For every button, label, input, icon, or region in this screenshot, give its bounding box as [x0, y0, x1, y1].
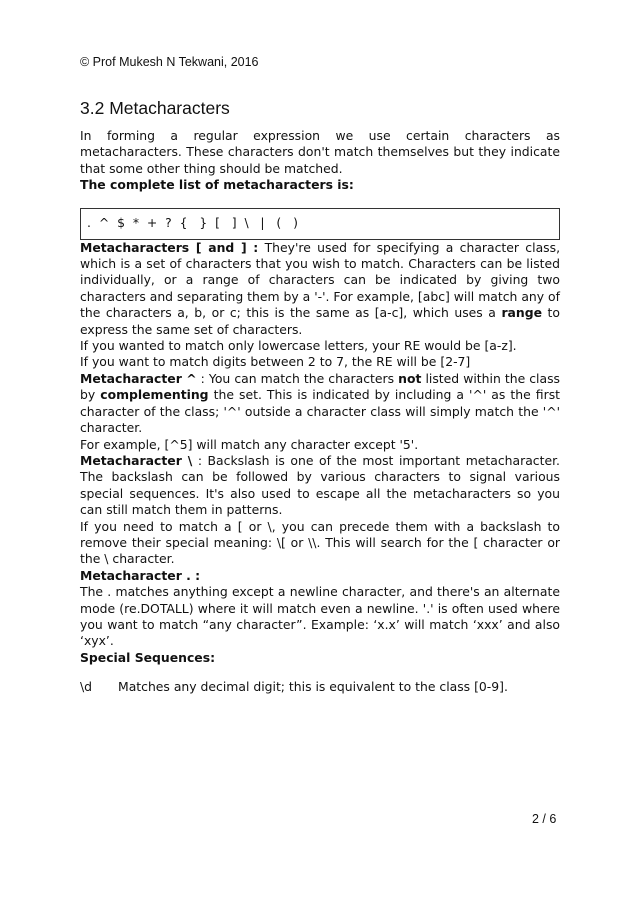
sequence-code: \d: [80, 679, 93, 695]
list-heading: The complete list of metacharacters is:: [80, 177, 354, 193]
dot-paragraph: The . matches anything except a newline character, and there's an alternate mode (re.DOTALL) where it will match even a newline. '.' is often used where you want to match “any character”. Example: ‘x.x’ will match ‘xxx’ and also ‘xyx’.: [80, 584, 560, 649]
page-header: © Prof Mukesh N Tekwani, 2016: [80, 55, 259, 69]
intro-paragraph: In forming a regular expression we use certain characters as metacharacters. These characters don't match themselves but they indicate that some other thing should be matched.: [80, 128, 560, 176]
section-title: 3.2 Metacharacters: [80, 98, 230, 118]
brackets-heading: Metacharacters [ and ] :: [80, 239, 259, 255]
special-heading: Special Sequences:: [80, 649, 216, 665]
main-content: [80, 128, 560, 696]
page-number: 2 / 6: [532, 812, 557, 826]
dot-heading: Metacharacter . :: [80, 567, 201, 583]
metachar-list-box: . ^ $ * + ? { } [ ] \ | ( ): [80, 208, 560, 240]
digits-paragraph: If you want to match digits between 2 to 7, the RE will be [2-7]: [80, 354, 471, 370]
brackets-paragraph: Metacharacters [ and ] : They're used for specifying a character class, which is a set of characters that you wish to match. Characters can be listed individually, or a range of characters can be indicated by giving two characters and separating them by a '-'. For example, [abc] will match any of the characters a, b, or c; this is the same as [a-c], which uses a range to express the same set of characters.: [80, 239, 561, 337]
lowercase-paragraph: If you wanted to match only lowercase letters, your RE would be [a-z].: [80, 338, 517, 354]
caret-heading: Metacharacter ^: [80, 370, 197, 386]
backslash-paragraph: Metacharacter \ : Backslash is one of the most important metacharacter. The backslash can be followed by various characters to signal various special sequences. It's also used to escape all the metacharacters so you can still match them in patterns.: [80, 452, 560, 518]
special-sequence-item: [80, 679, 560, 695]
example-paragraph: For example, [^5] will match any character except '5'.: [80, 436, 419, 452]
caret-paragraph: Metacharacter ^ : You can match the characters not listed within the class by complementing the set. This is indicated by including a '^' as the first character of the class; '^' outside a character class will simply match the '^' character.: [80, 370, 561, 436]
sequence-description: Matches any decimal digit; this is equivalent to the class [0-9].: [118, 679, 508, 695]
escape-paragraph: If you need to match a [ or \, you can precede them with a backslash to remove their special meaning: \[ or \\. This will search for the [ character or the \ character.: [80, 518, 560, 567]
backslash-heading: Metacharacter \: [80, 452, 193, 468]
